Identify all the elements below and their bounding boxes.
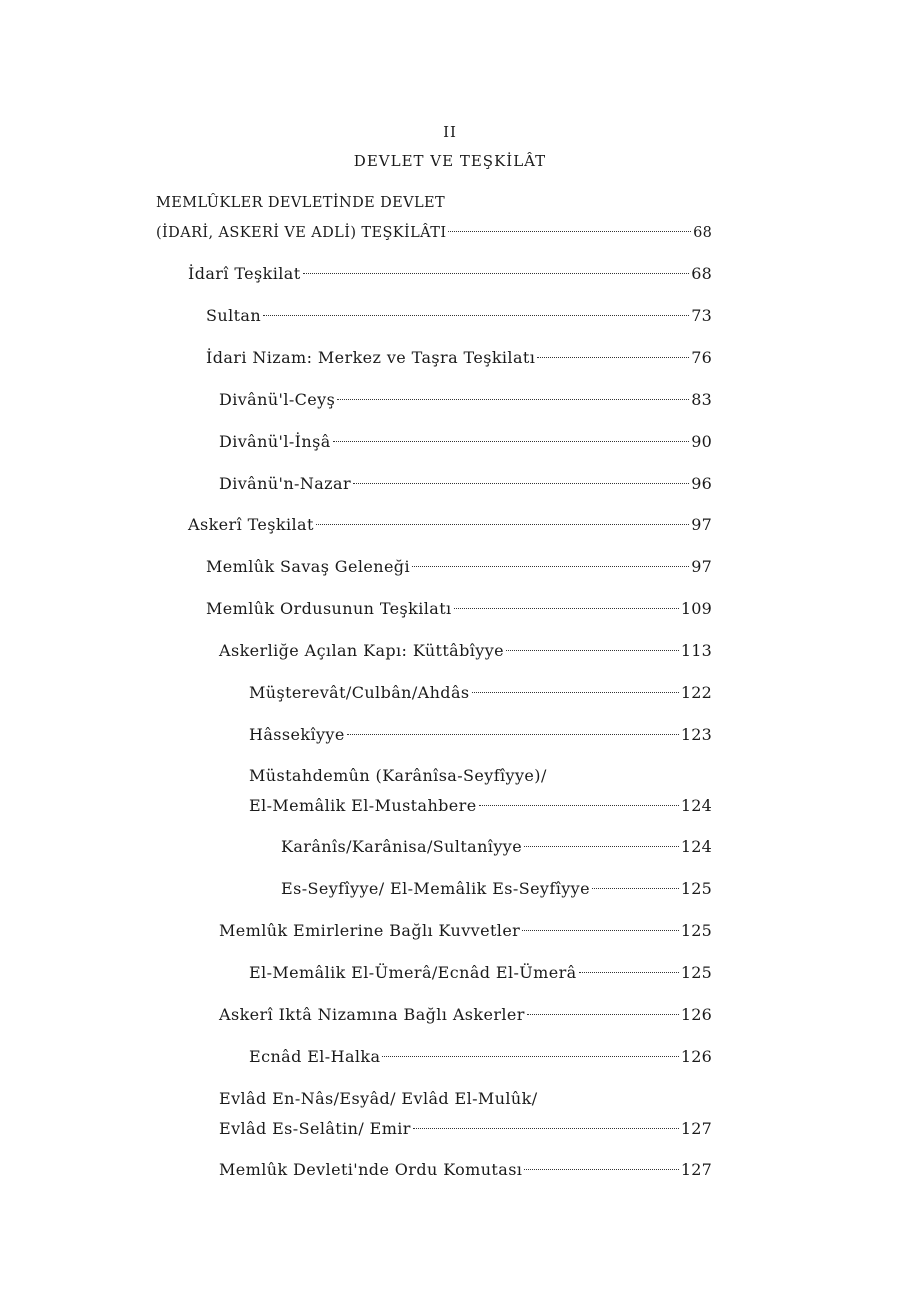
- dot-leader: [353, 483, 689, 484]
- toc-entry[interactable]: [206, 301, 712, 331]
- toc-entry-label-line1: Müstahdemûn (Karânîsa-Seyfîyye)/: [249, 766, 547, 785]
- toc-entry-page: 73: [691, 306, 712, 325]
- toc-entry-page: 125: [680, 921, 712, 940]
- toc-entry-page: 127: [680, 1119, 712, 1138]
- toc-entry-label: (İDARİ, ASKERİ VE ADLİ) TEŞKİLÂTI: [156, 225, 447, 241]
- dot-leader: [537, 357, 689, 358]
- toc-entry-page: 68: [691, 264, 712, 283]
- dot-leader: [579, 972, 679, 973]
- dot-leader: [506, 650, 679, 651]
- toc-entry-page: 126: [680, 1005, 712, 1024]
- toc-entry-label: Memlûk Savaş Geleneği: [206, 557, 410, 576]
- toc-entry[interactable]: [219, 469, 712, 499]
- toc-entry-label: Divânü'l-İnşâ: [219, 432, 331, 451]
- dot-leader: [263, 315, 689, 316]
- toc-entry-page: 113: [680, 641, 712, 660]
- toc-entry-label: Askerî Iktâ Nizamına Bağlı Askerler: [219, 1005, 525, 1024]
- dot-leader: [479, 805, 679, 806]
- dot-leader: [382, 1056, 678, 1057]
- dot-leader: [472, 692, 679, 693]
- toc-entry-label: Divânü'n-Nazar: [219, 474, 351, 493]
- toc-entry-page: 76: [691, 348, 712, 367]
- dot-leader: [522, 930, 679, 931]
- toc-entry-label: Memlûk Devleti'nde Ordu Komutası: [219, 1160, 523, 1179]
- part-number: II: [443, 123, 457, 141]
- toc-entry[interactable]: [219, 385, 712, 415]
- toc-entry-page: 126: [680, 1047, 712, 1066]
- dot-leader: [592, 888, 679, 889]
- toc-entry-label: İdarî Teşkilat: [188, 264, 301, 283]
- toc-entry[interactable]: [219, 916, 712, 946]
- toc-entry-page: 124: [680, 796, 712, 815]
- toc-entry-label: Ecnâd El-Halka: [249, 1047, 381, 1066]
- dot-leader: [413, 1128, 679, 1129]
- dot-leader: [524, 846, 679, 847]
- toc-entry-page: 109: [680, 599, 712, 618]
- toc-entry-label-line1: MEMLÛKLER DEVLETİNDE DEVLET: [156, 195, 446, 211]
- toc-entry[interactable]: [188, 259, 712, 289]
- toc-entry-label: El-Memâlik El-Ümerâ/Ecnâd El-Ümerâ: [249, 963, 577, 982]
- dot-leader: [333, 441, 690, 442]
- toc-entry-page: 122: [680, 683, 712, 702]
- dot-leader: [316, 524, 689, 525]
- dot-leader: [347, 734, 679, 735]
- toc-entry[interactable]: [206, 552, 712, 582]
- toc-entry-label: İdari Nizam: Merkez ve Taşra Teşkilatı: [206, 348, 536, 367]
- dot-leader: [303, 273, 690, 274]
- toc-entry-label: Askerî Teşkilat: [188, 515, 314, 534]
- toc-entry-label: Memlûk Emirlerine Bağlı Kuvvetler: [219, 921, 521, 940]
- toc-entry[interactable]: [188, 510, 712, 540]
- toc-entry[interactable]: [249, 678, 712, 708]
- toc-entry-label: Memlûk Ordusunun Teşkilatı: [206, 599, 452, 618]
- toc-entry-page: 123: [680, 725, 712, 744]
- part-title: DEVLET VE TEŞKİLÂT: [353, 152, 547, 170]
- toc-entry-label: Hâssekîyye: [249, 725, 345, 744]
- toc-entry-label: El-Memâlik El-Mustahbere: [249, 796, 477, 815]
- toc-entry-page: 125: [680, 879, 712, 898]
- toc-entry-label: Karânîs/Karânisa/Sultanîyye: [281, 837, 523, 856]
- toc-entry[interactable]: [219, 1084, 712, 1144]
- toc-entry-page: 68: [693, 225, 712, 241]
- toc-entry-label: Evlâd Es-Selâtin/ Emir: [219, 1119, 411, 1138]
- toc-entry-label: Askerliğe Açılan Kapı: Küttâbîyye: [219, 641, 505, 660]
- toc-entry-page: 97: [691, 557, 712, 576]
- dot-leader: [337, 399, 689, 400]
- toc-entry-page: 125: [680, 963, 712, 982]
- dot-leader: [527, 1014, 679, 1015]
- toc-entry[interactable]: [219, 427, 712, 457]
- toc-entry[interactable]: [206, 594, 712, 624]
- toc-entry[interactable]: [249, 958, 712, 988]
- toc-entry[interactable]: [219, 1000, 712, 1030]
- toc-entry[interactable]: [219, 636, 712, 666]
- toc-entry-page: 127: [680, 1160, 712, 1179]
- toc-entry[interactable]: [156, 188, 712, 248]
- dot-leader: [524, 1169, 679, 1170]
- dot-leader: [454, 608, 679, 609]
- toc-entry[interactable]: [249, 1042, 712, 1072]
- toc-entry-label: Sultan: [206, 306, 262, 325]
- toc-entry[interactable]: [249, 761, 712, 821]
- toc-entry-page: 97: [691, 515, 712, 534]
- toc-entry-page: 83: [691, 390, 712, 409]
- toc-entry-label: Es-Seyfîyye/ El-Memâlik Es-Seyfîyye: [281, 879, 590, 898]
- toc-entry-label: Divânü'l-Ceyş: [219, 390, 336, 409]
- toc-entry[interactable]: [249, 720, 712, 750]
- dot-leader: [412, 566, 689, 567]
- toc-entry-page: 124: [680, 837, 712, 856]
- toc-entry-label-line1: Evlâd En-Nâs/Esyâd/ Evlâd El-Mulûk/: [219, 1089, 538, 1108]
- toc-entry-label: Müşterevât/Culbân/Ahdâs: [249, 683, 470, 702]
- toc-entry[interactable]: [219, 1155, 712, 1185]
- toc-entry[interactable]: [281, 832, 712, 862]
- toc-entry[interactable]: [281, 874, 712, 904]
- toc-entry-page: 90: [691, 432, 712, 451]
- dot-leader: [448, 231, 691, 232]
- toc-entry-page: 96: [691, 474, 712, 493]
- toc-entry[interactable]: [206, 343, 712, 373]
